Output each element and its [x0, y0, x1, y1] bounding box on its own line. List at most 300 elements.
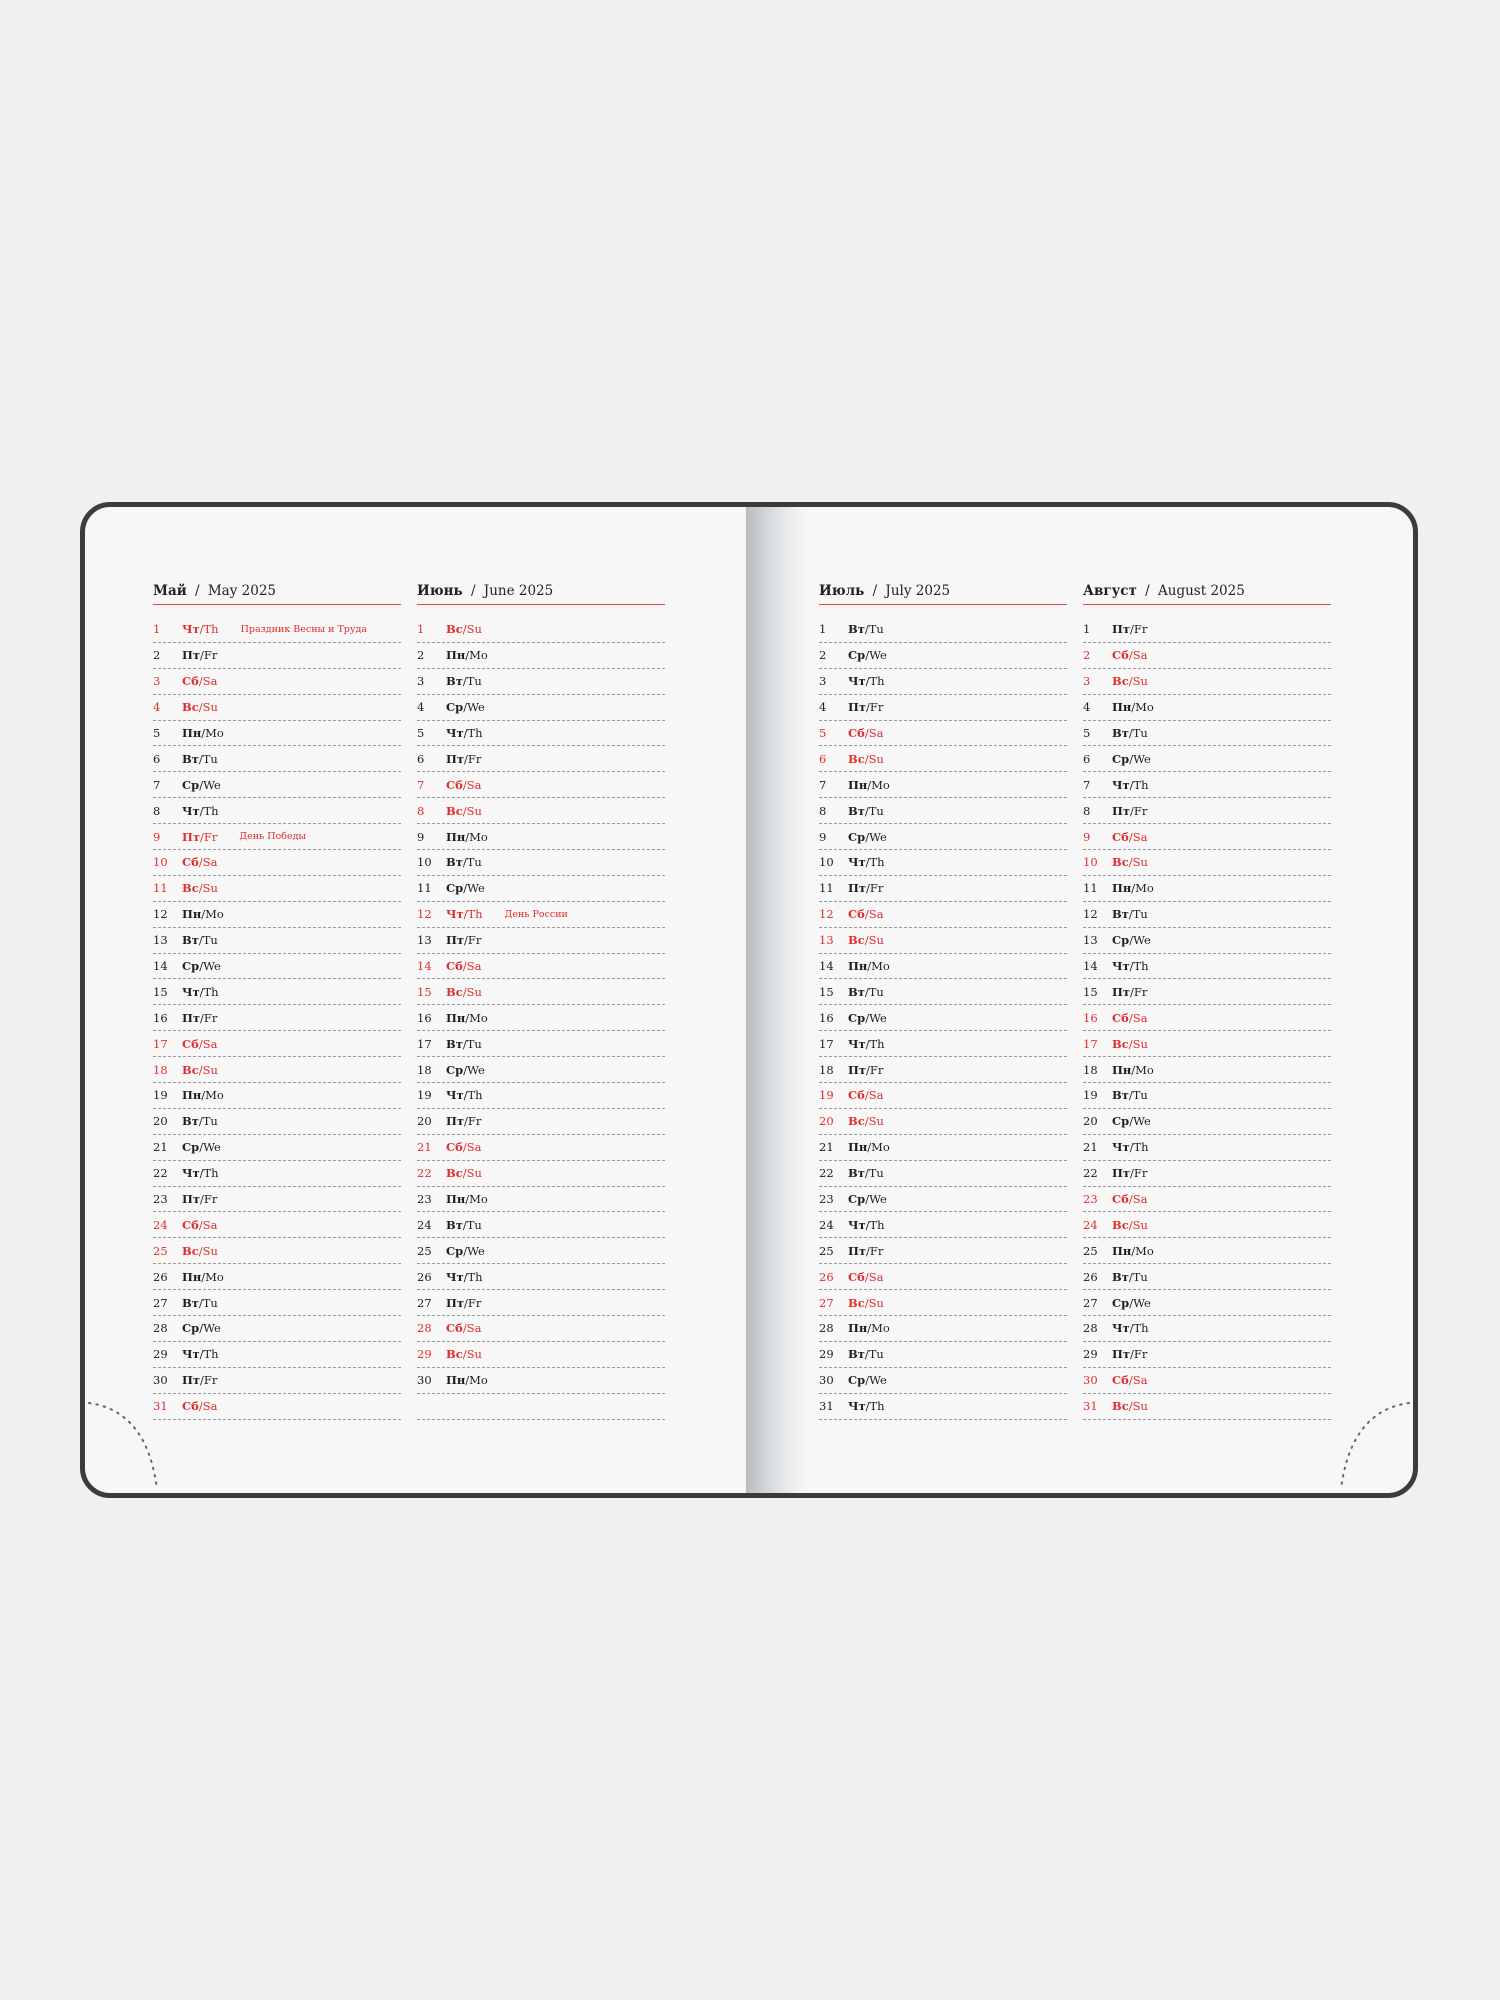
day-row — [1083, 617, 1331, 643]
weekday-en: /Fr — [200, 1010, 218, 1025]
day-number: 14 — [153, 959, 168, 974]
day-number: 1 — [1083, 622, 1091, 637]
day-row — [819, 1109, 1067, 1135]
day-number: 31 — [153, 1399, 168, 1414]
weekday-en: /Fr — [1130, 803, 1148, 818]
weekday-en: /Sa — [462, 1321, 482, 1336]
month-name-en: May 2025 — [207, 583, 277, 599]
weekday-en: /Mo — [1131, 1062, 1154, 1077]
day-row — [417, 1031, 665, 1057]
month-name-ru: Июль — [819, 583, 865, 599]
weekday-ru: Пт — [182, 1373, 200, 1388]
day-number: 29 — [1083, 1347, 1098, 1362]
weekday-en: /Th — [463, 1088, 483, 1103]
day-row — [417, 1342, 665, 1368]
weekday-ru: Чт — [182, 1166, 200, 1181]
weekday-ru: Чт — [1112, 959, 1130, 974]
day-number: 5 — [819, 726, 827, 740]
weekday-ru: Вс — [1112, 674, 1129, 689]
day-number: 14 — [819, 959, 834, 974]
day-list — [417, 617, 665, 1420]
day-row — [1083, 1031, 1331, 1057]
day-row — [153, 1161, 401, 1187]
weekday-ru: Пн — [182, 1088, 202, 1103]
day-number: 22 — [153, 1166, 168, 1181]
day-row — [819, 1031, 1067, 1057]
day-row — [153, 643, 401, 669]
day-number: 7 — [1083, 777, 1091, 792]
weekday-en: /Mo — [1131, 1243, 1154, 1258]
weekday-ru: Пт — [446, 1295, 464, 1310]
day-number: 29 — [417, 1347, 432, 1362]
day-number: 28 — [153, 1321, 168, 1336]
month-name-en: June 2025 — [483, 583, 554, 599]
weekday-ru: Сб — [182, 855, 199, 870]
day-row — [1083, 721, 1331, 747]
day-row — [153, 1031, 401, 1057]
day-number: 28 — [819, 1321, 834, 1336]
day-number: 8 — [417, 803, 425, 818]
weekday-ru: Вт — [1112, 1269, 1129, 1284]
day-row — [1083, 1368, 1331, 1394]
day-row — [153, 1135, 401, 1161]
weekday-en: /Mo — [201, 1088, 224, 1103]
day-number: 9 — [153, 829, 161, 844]
weekday-ru: Вс — [446, 803, 463, 818]
weekday-en: /Fr — [1130, 1166, 1148, 1181]
day-number: 17 — [153, 1036, 168, 1051]
day-number: 9 — [417, 829, 425, 844]
weekday-ru: Вс — [1112, 1217, 1129, 1232]
weekday-ru: Чт — [446, 1088, 464, 1103]
day-number: 13 — [153, 933, 168, 948]
day-number: 2 — [1083, 648, 1091, 663]
day-row — [1083, 669, 1331, 695]
day-row — [417, 902, 665, 928]
weekday-ru: Пн — [1112, 1243, 1132, 1258]
day-row — [819, 798, 1067, 824]
weekday-ru: Пн — [848, 1140, 868, 1155]
day-row — [153, 721, 401, 747]
day-number: 13 — [417, 933, 432, 948]
weekday-en: /Th — [199, 622, 219, 637]
weekday-ru: Ср — [848, 829, 866, 844]
weekday-ru: Пт — [182, 829, 200, 844]
weekday-en: /Fr — [200, 1373, 218, 1388]
weekday-ru: Вт — [446, 855, 463, 870]
weekday-en: /Su — [1128, 1036, 1148, 1051]
day-number: 25 — [153, 1243, 168, 1258]
weekday-en: /Sa — [1128, 1192, 1148, 1207]
day-row — [1083, 1342, 1331, 1368]
weekday-ru: Чт — [848, 1217, 866, 1232]
day-number: 12 — [1083, 907, 1098, 922]
day-number: 21 — [1083, 1140, 1098, 1155]
weekday-ru: Пн — [1112, 700, 1132, 715]
day-number: 13 — [1083, 933, 1098, 948]
weekday-ru: Вт — [182, 933, 199, 948]
weekday-en: /Fr — [464, 1114, 482, 1129]
weekday-ru: Ср — [446, 700, 464, 715]
day-number: 28 — [1083, 1321, 1098, 1336]
weekday-ru: Ср — [182, 1140, 200, 1155]
day-number: 21 — [417, 1140, 432, 1155]
weekday-ru: Чт — [182, 984, 200, 999]
weekday-en: /Fr — [866, 881, 884, 896]
day-row — [819, 1368, 1067, 1394]
day-number: 12 — [819, 907, 834, 922]
month-june — [417, 581, 665, 1420]
weekday-ru: Ср — [848, 648, 866, 663]
weekday-en: /Th — [865, 855, 885, 870]
weekday-en: /Su — [462, 803, 482, 818]
day-row — [153, 1316, 401, 1342]
weekday-ru: Вт — [1112, 726, 1129, 740]
weekday-en: /We — [463, 881, 485, 896]
weekday-en: /Mo — [1131, 700, 1154, 715]
day-number: 16 — [1083, 1010, 1098, 1025]
weekday-ru: Ср — [848, 1010, 866, 1025]
day-row — [1083, 1212, 1331, 1238]
weekday-en: /Tu — [198, 1295, 218, 1310]
weekday-ru: Пт — [446, 933, 464, 948]
day-row — [417, 1161, 665, 1187]
weekday-en: /Mo — [201, 907, 224, 922]
day-row — [819, 850, 1067, 876]
weekday-en: /Su — [864, 1295, 884, 1310]
day-number: 14 — [1083, 959, 1098, 974]
day-list — [819, 617, 1067, 1420]
day-row — [153, 1342, 401, 1368]
day-number: 30 — [153, 1373, 168, 1388]
day-row — [819, 1005, 1067, 1031]
weekday-ru: Чт — [446, 907, 464, 922]
day-row — [1083, 798, 1331, 824]
day-number: 26 — [153, 1269, 168, 1284]
day-row — [153, 1394, 401, 1420]
day-number: 20 — [417, 1114, 432, 1129]
holiday-note: День Победы — [239, 831, 306, 843]
day-row — [153, 902, 401, 928]
weekday-ru: Пт — [848, 1243, 866, 1258]
day-row — [1083, 1187, 1331, 1213]
weekday-en: /Tu — [462, 1217, 482, 1232]
month-name-ru: Август — [1083, 583, 1137, 599]
day-row — [417, 798, 665, 824]
weekday-ru: Сб — [1112, 829, 1129, 844]
day-row — [153, 1368, 401, 1394]
day-row — [1083, 1394, 1331, 1420]
day-number: 18 — [153, 1062, 168, 1077]
weekday-en: /Mo — [465, 648, 488, 663]
weekday-ru: Сб — [1112, 1010, 1129, 1025]
day-number: 26 — [819, 1269, 834, 1284]
weekday-en: /Fr — [1130, 1347, 1148, 1362]
day-number: 31 — [1083, 1399, 1098, 1414]
day-row — [1083, 824, 1331, 850]
corner-stitch-right — [1321, 1401, 1411, 1491]
day-number: 4 — [417, 700, 425, 715]
weekday-en: /Sa — [462, 777, 482, 792]
weekday-en: /Mo — [867, 777, 890, 792]
day-number: 8 — [153, 803, 161, 818]
day-row — [417, 928, 665, 954]
weekday-ru: Пн — [848, 959, 868, 974]
weekday-ru: Сб — [446, 1140, 463, 1155]
weekday-en: /Su — [1128, 855, 1148, 870]
day-row — [153, 617, 401, 643]
day-row — [417, 850, 665, 876]
weekday-ru: Пт — [848, 881, 866, 896]
weekday-ru: Чт — [182, 803, 200, 818]
month-name-en: August 2025 — [1158, 583, 1245, 599]
day-number: 16 — [153, 1010, 168, 1025]
day-row — [819, 695, 1067, 721]
holiday-note: Праздник Весны и Труда — [240, 623, 367, 635]
day-row — [417, 617, 665, 643]
day-number: 20 — [819, 1114, 834, 1129]
weekday-ru: Пт — [182, 1192, 200, 1207]
weekday-en: /Fr — [464, 1295, 482, 1310]
weekday-ru: Вт — [446, 1217, 463, 1232]
weekday-ru: Сб — [848, 907, 865, 922]
weekday-en: /Mo — [201, 1269, 224, 1284]
weekday-en: /Su — [864, 1114, 884, 1129]
weekday-ru: Пт — [1112, 1347, 1130, 1362]
day-number: 23 — [819, 1192, 834, 1207]
day-list — [1083, 617, 1331, 1420]
month-separator: / — [1140, 583, 1155, 599]
day-number: 12 — [417, 907, 432, 922]
weekday-ru: Вт — [848, 984, 865, 999]
day-row — [153, 746, 401, 772]
day-row — [417, 772, 665, 798]
day-number: 2 — [417, 648, 425, 663]
day-number: 18 — [417, 1062, 432, 1077]
day-row — [819, 1212, 1067, 1238]
day-row — [819, 669, 1067, 695]
weekday-ru: Ср — [446, 1243, 464, 1258]
weekday-en: /Sa — [864, 907, 884, 922]
weekday-ru: Вс — [848, 751, 865, 766]
day-row — [1083, 954, 1331, 980]
day-number: 19 — [417, 1088, 432, 1103]
day-row — [1083, 1135, 1331, 1161]
weekday-en: /Sa — [198, 1399, 218, 1414]
day-number: 6 — [153, 751, 161, 766]
weekday-ru: Ср — [848, 1373, 866, 1388]
day-number: 3 — [1083, 674, 1091, 689]
day-number: 16 — [417, 1010, 432, 1025]
weekday-en: /Th — [1129, 959, 1149, 974]
weekday-en: /Mo — [465, 829, 488, 844]
day-number: 10 — [1083, 855, 1098, 870]
day-row — [819, 902, 1067, 928]
day-row — [819, 1342, 1067, 1368]
weekday-en: /Tu — [1128, 1269, 1148, 1284]
day-number: 12 — [153, 907, 168, 922]
weekday-en: /Su — [462, 1166, 482, 1181]
day-number: 27 — [153, 1295, 168, 1310]
weekday-ru: Вс — [848, 1114, 865, 1129]
weekday-ru: Чт — [446, 1269, 464, 1284]
month-separator: / — [190, 583, 204, 599]
weekday-en: /Su — [198, 1243, 218, 1258]
weekday-ru: Вс — [848, 933, 865, 948]
day-row — [1083, 772, 1331, 798]
day-number: 3 — [153, 674, 161, 689]
weekday-en: /Th — [865, 674, 885, 689]
weekday-ru: Сб — [182, 1399, 199, 1414]
day-row — [1083, 746, 1331, 772]
day-number: 1 — [417, 622, 425, 637]
weekday-en: /Su — [1128, 1217, 1148, 1232]
weekday-ru: Ср — [1112, 933, 1130, 948]
weekday-en: /Th — [199, 1347, 219, 1362]
day-row — [153, 1290, 401, 1316]
day-row — [153, 876, 401, 902]
day-row — [819, 876, 1067, 902]
month-header — [819, 581, 1067, 605]
day-number: 4 — [153, 700, 161, 715]
weekday-ru: Ср — [1112, 751, 1130, 766]
day-number: 31 — [819, 1399, 834, 1414]
day-row — [1083, 1057, 1331, 1083]
day-row — [417, 876, 665, 902]
month-separator: / — [868, 583, 882, 599]
day-number: 20 — [1083, 1114, 1098, 1129]
weekday-en: /Su — [1128, 674, 1148, 689]
day-number: 27 — [1083, 1295, 1098, 1310]
day-row — [417, 643, 665, 669]
day-row — [819, 1161, 1067, 1187]
weekday-en: /Fr — [200, 829, 218, 844]
day-row — [153, 1238, 401, 1264]
weekday-ru: Пн — [446, 648, 466, 663]
day-row — [153, 1109, 401, 1135]
day-row — [417, 954, 665, 980]
day-row — [153, 772, 401, 798]
day-row — [153, 1083, 401, 1109]
day-number: 21 — [819, 1140, 834, 1155]
weekday-ru: Ср — [848, 1192, 866, 1207]
weekday-ru: Вт — [182, 751, 199, 766]
day-row — [153, 1187, 401, 1213]
weekday-ru: Пн — [182, 1269, 202, 1284]
weekday-ru: Пт — [446, 1114, 464, 1129]
day-number: 11 — [819, 881, 834, 896]
weekday-ru: Сб — [1112, 1373, 1129, 1388]
day-row — [417, 1238, 665, 1264]
weekday-ru: Пт — [1112, 984, 1130, 999]
weekday-en: /Tu — [462, 855, 482, 870]
weekday-en: /We — [865, 648, 887, 663]
day-row — [819, 1264, 1067, 1290]
weekday-ru: Ср — [182, 1321, 200, 1336]
weekday-ru: Вт — [446, 1036, 463, 1051]
weekday-ru: Вт — [848, 1347, 865, 1362]
day-row — [819, 928, 1067, 954]
weekday-ru: Чт — [1112, 1140, 1130, 1155]
day-row — [417, 1394, 665, 1420]
weekday-ru: Пт — [182, 648, 200, 663]
weekday-ru: Ср — [1112, 1295, 1130, 1310]
day-row — [1083, 695, 1331, 721]
weekday-ru: Пн — [446, 1192, 466, 1207]
day-number: 15 — [1083, 984, 1098, 999]
month-header — [1083, 581, 1331, 605]
day-number: 2 — [153, 648, 161, 663]
day-row — [819, 721, 1067, 747]
weekday-en: /We — [199, 777, 221, 792]
weekday-ru: Чт — [848, 1399, 866, 1414]
weekday-en: /Sa — [198, 1217, 218, 1232]
day-number: 10 — [819, 855, 834, 870]
weekday-en: /We — [865, 829, 887, 844]
day-row — [417, 1368, 665, 1394]
day-number: 6 — [1083, 751, 1091, 766]
day-number: 18 — [819, 1062, 834, 1077]
weekday-en: /Th — [865, 1217, 885, 1232]
day-number: 9 — [1083, 829, 1091, 844]
day-number: 29 — [819, 1347, 834, 1362]
day-number: 15 — [153, 984, 168, 999]
day-row — [153, 928, 401, 954]
weekday-ru: Пн — [446, 1373, 466, 1388]
weekday-ru: Вс — [848, 1295, 865, 1310]
day-row — [1083, 928, 1331, 954]
day-row — [417, 979, 665, 1005]
day-number: 25 — [819, 1243, 834, 1258]
day-row — [1083, 979, 1331, 1005]
weekday-en: /Fr — [1130, 984, 1148, 999]
day-row — [819, 1394, 1067, 1420]
weekday-ru: Пн — [446, 1010, 466, 1025]
day-row — [153, 1057, 401, 1083]
book-spine — [746, 507, 810, 1493]
day-row — [819, 772, 1067, 798]
day-row — [153, 1212, 401, 1238]
weekday-ru: Пн — [848, 1321, 868, 1336]
day-row — [1083, 876, 1331, 902]
weekday-en: /Tu — [1128, 726, 1148, 740]
weekday-en: /We — [1129, 933, 1151, 948]
weekday-en: /Su — [462, 1347, 482, 1362]
weekday-en: /Tu — [864, 1347, 884, 1362]
day-row — [417, 1316, 665, 1342]
weekday-en: /Tu — [462, 1036, 482, 1051]
weekday-ru: Пт — [848, 1062, 866, 1077]
day-number: 27 — [819, 1295, 834, 1310]
day-number: 1 — [819, 622, 827, 637]
weekday-en: /Tu — [462, 674, 482, 689]
day-number: 9 — [819, 829, 827, 844]
day-number: 15 — [819, 984, 834, 999]
weekday-en: /Th — [463, 1269, 483, 1284]
weekday-en: /We — [865, 1373, 887, 1388]
weekday-ru: Сб — [848, 726, 865, 740]
day-row — [153, 1264, 401, 1290]
weekday-ru: Вс — [182, 700, 199, 715]
weekday-en: /Sa — [1128, 829, 1148, 844]
weekday-ru: Ср — [182, 959, 200, 974]
day-number: 24 — [153, 1217, 168, 1232]
weekday-en: /Su — [462, 984, 482, 999]
weekday-en: /Tu — [198, 1114, 218, 1129]
day-number: 17 — [417, 1036, 432, 1051]
weekday-ru: Сб — [182, 1217, 199, 1232]
weekday-en: /Mo — [867, 1321, 890, 1336]
